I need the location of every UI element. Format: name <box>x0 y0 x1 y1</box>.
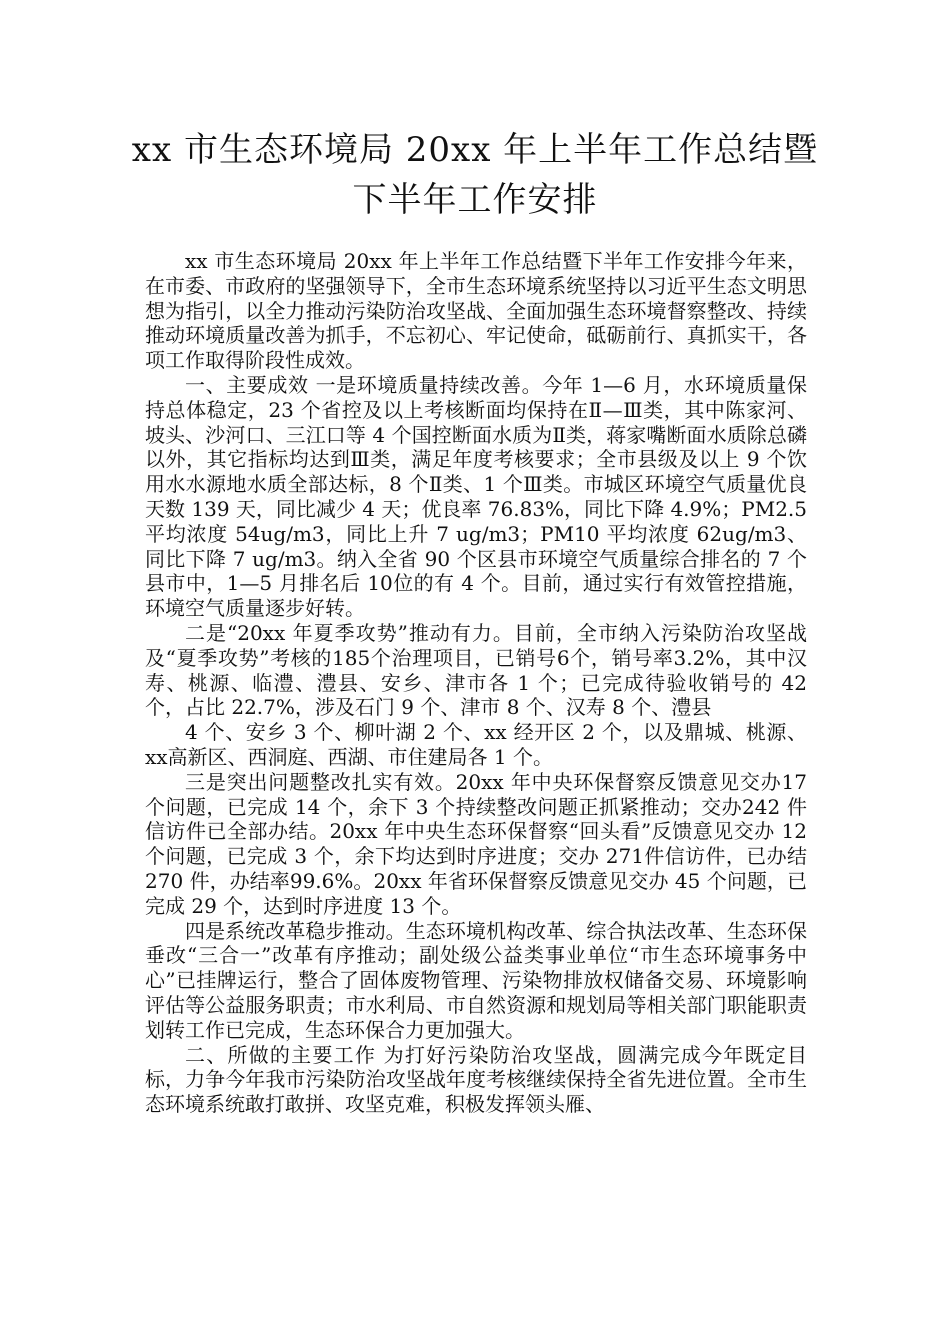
document-body <box>145 249 807 1117</box>
paragraph-system-reform: 四是系统改革稳步推动。生态环境机构改革、综合执法改革、生态环保垂改“三合一”改革有序推动；副处级公益类事业单位“市生态环境事务中心”已挂牌运行，整合了固体废物管理、污染物排放权储备交易、环境影响评估等公益服务职责；市水利局、市自然资源和规划局等相关部门职能职责划转工作已完成，生态环保合力更加强大。 <box>145 918 807 1042</box>
paragraph-rectification: 三是突出问题整改扎实有效。20xx 年中央环保督察反馈意见交办17 个问题，已完成 14 个，余下 3 个持续整改问题正抓紧推动；交办242 件信访件已全部办结。20xx 年中央生态环保督察“回头看”反馈意见交办 12 个问题，已完成 3 个，余下均达到时序进度；交办 271件信访件，已办结 270 件，办结率99.6%。20xx 年省环保督察反馈意见交办 45 个问题，已完成 29 个，达到时序进度 13 个。 <box>145 769 807 918</box>
paragraph-main-work: 二、所做的主要工作 为打好污染防治攻坚战，圆满完成今年既定目标，力争今年我市污染防治攻坚战年度考核继续保持全省先进位置。全市生态环境系统敢打敢拼、攻坚克难，积极发挥领头雁、 <box>145 1042 807 1117</box>
document-title <box>110 125 840 225</box>
paragraph-intro: xx 市生态环境局 20xx 年上半年工作总结暨下半年工作安排今年来，在市委、市政府的坚强领导下，全市生态环境系统坚持以习近平生态文明思想为指引，以全力推动污染防治攻坚战、全面加强生态环境督察整改、持续推动环境质量改善为抓手，不忘初心、牢记使命，砥砺前行、真抓实干，各项工作取得阶段性成效。 <box>145 249 807 373</box>
title-line-2: 下半年工作安排 <box>352 180 598 220</box>
paragraph-achievements-environment: 一、主要成效 一是环境质量持续改善。今年 1—6 月，水环境质量保持总体稳定，23 个省控及以上考核断面均保持在Ⅱ—Ⅲ类，其中陈家河、坡头、沙河口、三江口等 4 个国控断面水质为Ⅱ类，蒋家嘴断面水质除总磷以外，其它指标均达到Ⅲ类，满足年度考核要求；全市县级及以上 9 个饮用水水源地水质全部达标，8 个Ⅱ类、1 个Ⅲ类。市城区环境空气质量优良天数 139 天，同比减少 4 天；优良率 76.83%，同比下降 4.9%；PM2.5 平均浓度 54ug/m3，同比上升 7 ug/m3；PM10 平均浓度 62ug/m3、同比下降 7 ug/m3。纳入全省 90 个区县市环境空气质量综合排名的 7 个县市中，1—5 月排名后 10位的有 4 个。目前，通过实行有效管控措施，环境空气质量逐步好转。 <box>145 372 807 621</box>
paragraph-summer-campaign-continued: 4 个、安乡 3 个、柳叶湖 2 个、xx 经开区 2 个，以及鼎城、桃源、xx高新区、西洞庭、西湖、市住建局各 1 个。 <box>145 720 807 769</box>
paragraph-summer-campaign: 二是“20xx 年夏季攻势”推动有力。目前，全市纳入污染防治攻坚战及“夏季攻势”考核的185个治理项目，已销号6个，销号率3.2%，其中汉寿、桃源、临澧、澧县、安乡、津市各 1 个；已完成待验收销号的 42 个，占比 22.7%，涉及石门 9 个、津市 8 个、汉寿 8 个、澧县 <box>145 620 807 720</box>
title-line-1: xx 市生态环境局 20xx 年上半年工作总结暨 <box>131 130 819 170</box>
